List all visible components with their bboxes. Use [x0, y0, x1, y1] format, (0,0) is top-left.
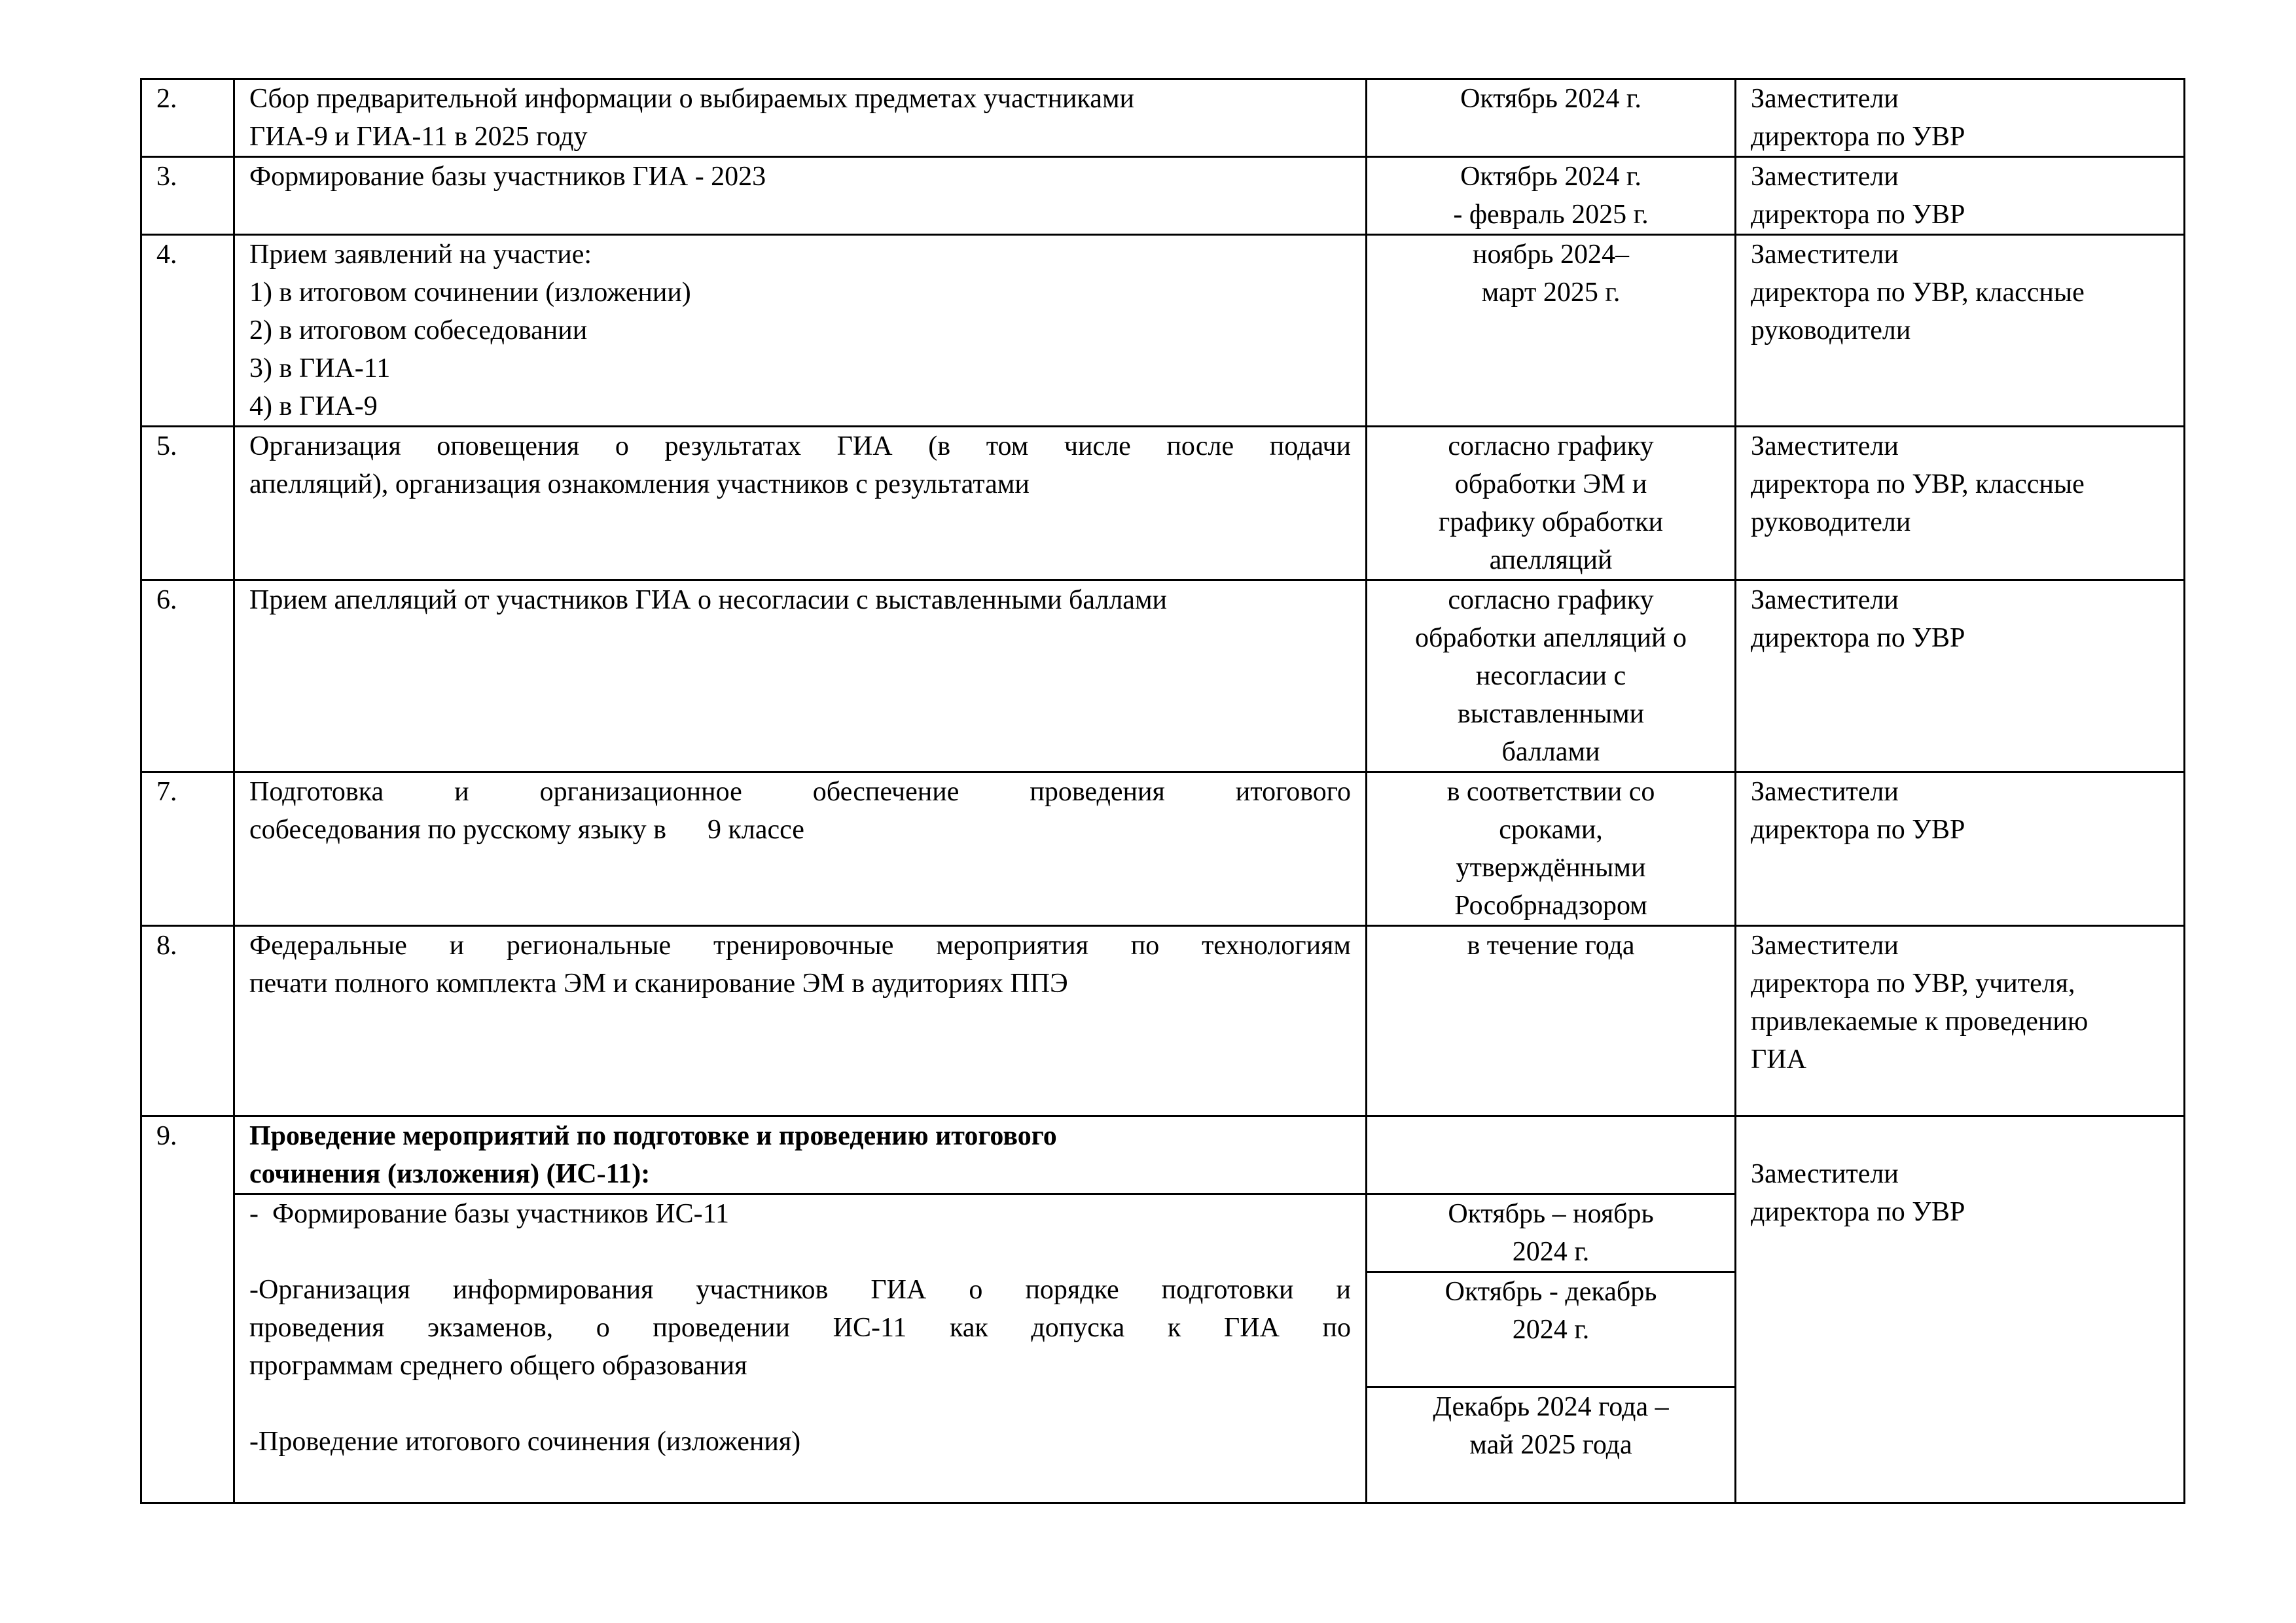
responsible-cell	[1736, 1116, 2185, 1503]
spacer	[249, 1233, 1351, 1271]
responsible-line: Заместители	[1751, 84, 1899, 114]
event-line: 3) в ГИА-11	[249, 353, 391, 383]
responsible-line: директора по УВР, учителя,	[1751, 969, 2075, 999]
responsible-line: директора по УВР	[1751, 623, 1965, 653]
date-line: - февраль 2025 г.	[1453, 200, 1649, 230]
date-cell	[1367, 1272, 1736, 1387]
date-cell	[1367, 235, 1736, 427]
spacer	[1751, 1117, 2169, 1155]
event-line: -Проведение итогового сочинения (изложения)	[249, 1427, 801, 1457]
row-number: 9.	[141, 1116, 234, 1503]
responsible-line: привлекаемые к проведению	[1751, 1007, 2089, 1037]
date-line: ноябрь 2024–	[1472, 240, 1630, 270]
date-line: апелляций	[1489, 545, 1613, 575]
date-line: Октябрь – ноябрь	[1448, 1199, 1654, 1229]
date-line: Рособрнадзором	[1454, 891, 1647, 921]
date-line: 2024 г.	[1512, 1237, 1590, 1267]
responsible-line: директора по УВР	[1751, 1197, 1965, 1227]
event-line: 1) в итоговом сочинении (изложении)	[249, 277, 691, 308]
table-row	[141, 1116, 2185, 1194]
date-cell	[1367, 79, 1736, 157]
section-heading-line: сочинения (изложения) (ИС-11):	[249, 1159, 651, 1189]
date-line: согласно графику	[1448, 585, 1654, 615]
event-line: Прием апелляций от участников ГИА о несогласии с выставленными баллами	[249, 585, 1167, 615]
table-row	[141, 580, 2185, 772]
responsible-line: Заместители	[1751, 931, 1899, 961]
responsible-line: директора по УВР	[1751, 200, 1965, 230]
row-number: 4.	[141, 235, 234, 427]
event-line: программам среднего общего образования	[249, 1351, 747, 1381]
event-line: апелляций), организация ознакомления участников с результатами	[249, 469, 1030, 499]
event-line: Формирование базы участников ГИА - 2023	[249, 162, 766, 192]
responsible-line: Заместители	[1751, 240, 1899, 270]
responsible-line: директора по УВР, классные	[1751, 469, 2085, 499]
date-line: Октябрь 2024 г.	[1460, 84, 1641, 114]
event-cell	[234, 1194, 1367, 1503]
event-line: Прием заявлений на участие:	[249, 240, 592, 270]
event-line: Организация оповещения о результатах ГИА (в том числе после подачи	[249, 431, 1351, 461]
responsible-cell	[1736, 427, 2185, 580]
responsible-line: директора по УВР	[1751, 815, 1965, 845]
responsible-cell	[1736, 926, 2185, 1116]
event-line: собеседования по русскому языку в 9 классе	[249, 815, 804, 845]
event-line: проведения экзаменов, о проведении ИС-11 как допуска к ГИА по	[249, 1313, 1351, 1343]
event-cell	[234, 926, 1367, 1116]
responsible-cell	[1736, 235, 2185, 427]
responsible-cell	[1736, 157, 2185, 235]
event-line: Федеральные и региональные тренировочные мероприятия по технологиям	[249, 931, 1351, 961]
event-cell	[234, 79, 1367, 157]
responsible-cell	[1736, 580, 2185, 772]
date-line: утверждёнными	[1456, 853, 1646, 883]
date-cell	[1367, 926, 1736, 1116]
event-line: - Формирование базы участников ИС-11	[249, 1199, 730, 1229]
event-line: Сбор предварительной информации о выбираемых предметах участниками	[249, 84, 1134, 114]
responsible-line: директора по УВР, классные	[1751, 277, 2085, 308]
spacer	[249, 1385, 1351, 1423]
responsible-line: Заместители	[1751, 162, 1899, 192]
date-cell	[1367, 580, 1736, 772]
date-line: Октябрь 2024 г.	[1460, 162, 1641, 192]
date-cell	[1367, 427, 1736, 580]
event-line: 2) в итоговом собеседовании	[249, 315, 588, 346]
responsible-line: руководители	[1751, 315, 1911, 346]
row-number: 8.	[141, 926, 234, 1116]
events-table	[140, 78, 2185, 1504]
date-line: в течение года	[1467, 931, 1635, 961]
event-cell	[234, 235, 1367, 427]
section-heading-cell	[234, 1116, 1367, 1194]
row-number: 5.	[141, 427, 234, 580]
date-line: несогласии с	[1475, 661, 1626, 691]
date-cell	[1367, 772, 1736, 926]
row-number: 3.	[141, 157, 234, 235]
date-cell	[1367, 1387, 1736, 1503]
event-cell	[234, 580, 1367, 772]
table-row	[141, 235, 2185, 427]
date-line: графику обработки	[1439, 507, 1663, 537]
table-row	[141, 157, 2185, 235]
date-cell-empty	[1367, 1116, 1736, 1194]
responsible-line: руководители	[1751, 507, 1911, 537]
table-row	[141, 79, 2185, 157]
responsible-line: Заместители	[1751, 585, 1899, 615]
row-number: 2.	[141, 79, 234, 157]
date-line: Декабрь 2024 года –	[1433, 1392, 1669, 1422]
date-cell	[1367, 1194, 1736, 1272]
responsible-line: Заместители	[1751, 1159, 1899, 1189]
event-line: Подготовка и организационное обеспечение проведения итогового	[249, 777, 1351, 807]
responsible-line: директора по УВР	[1751, 122, 1965, 152]
event-cell	[234, 772, 1367, 926]
row-number: 6.	[141, 580, 234, 772]
table-row	[141, 772, 2185, 926]
event-cell	[234, 427, 1367, 580]
date-line: 2024 г.	[1512, 1315, 1590, 1345]
date-line: согласно графику	[1448, 431, 1654, 461]
event-line: -Организация информирования участников ГИА о порядке подготовки и	[249, 1275, 1351, 1305]
table-row	[141, 926, 2185, 1116]
event-cell	[234, 157, 1367, 235]
date-line: май 2025 года	[1469, 1430, 1632, 1460]
date-line: март 2025 г.	[1481, 277, 1621, 308]
event-line: ГИА-9 и ГИА-11 в 2025 году	[249, 122, 588, 152]
responsible-cell	[1736, 79, 2185, 157]
row-number: 7.	[141, 772, 234, 926]
date-line: сроками,	[1499, 815, 1603, 845]
date-line: выставленными	[1457, 699, 1645, 729]
date-cell	[1367, 157, 1736, 235]
table-row	[141, 427, 2185, 580]
event-line: 4) в ГИА-9	[249, 391, 378, 421]
responsible-line: Заместители	[1751, 431, 1899, 461]
responsible-cell	[1736, 772, 2185, 926]
event-line: печати полного комплекта ЭМ и сканирование ЭМ в аудиториях ППЭ	[249, 969, 1068, 999]
responsible-line: ГИА	[1751, 1044, 1806, 1075]
date-line: Октябрь - декабрь	[1444, 1277, 1657, 1307]
responsible-line: Заместители	[1751, 777, 1899, 807]
section-heading-line: Проведение мероприятий по подготовке и проведению итогового	[249, 1121, 1057, 1151]
date-line: обработки ЭМ и	[1454, 469, 1647, 499]
date-line: баллами	[1501, 737, 1600, 767]
date-line: обработки апелляций о	[1415, 623, 1687, 653]
date-line: в соответствии со	[1446, 777, 1655, 807]
